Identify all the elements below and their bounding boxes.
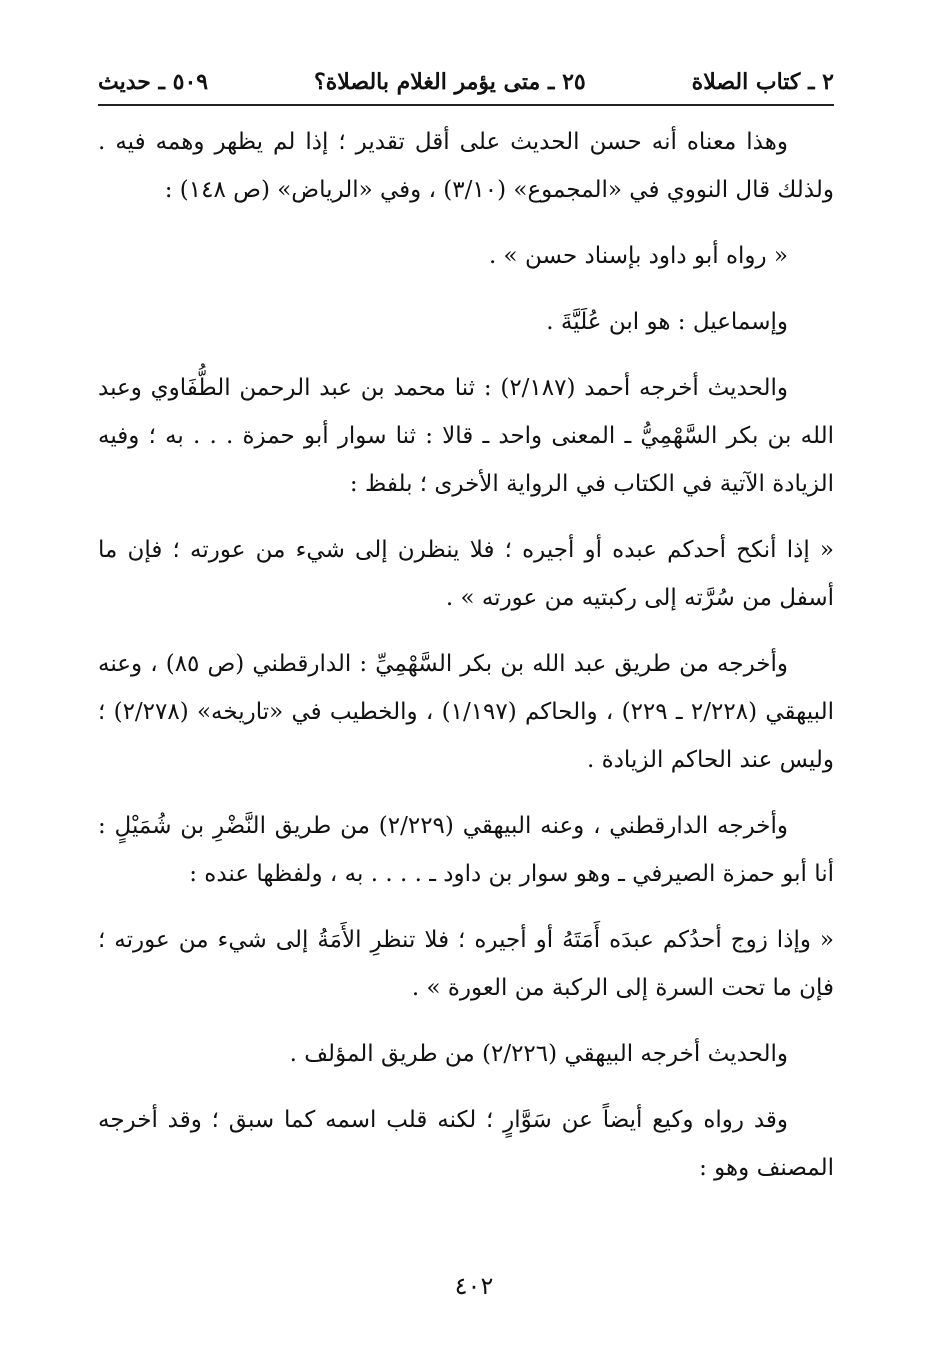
- paragraph: وهذا معناه أنه حسن الحديث على أقل تقدير ؛ إذا لم يظهر وهمه فيه . ولذلك قال النووي في «المجموع» (٣/١٠) ، وفي «الرياض» (ص ١٤٨) :: [98, 129, 834, 203]
- header-rule: [98, 104, 834, 106]
- quoted-hadith: « وإذا زوج أحدُكم عبدَه أَمَتَهُ أو أجيره ؛ فلا تنظرِ الأَمَةُ إلى شيء من عورته ؛ فإن ما تحت السرة إلى الركبة من العورة » .: [98, 927, 834, 1001]
- paragraph: « رواه أبو داود بإسناد حسن » .: [488, 243, 788, 269]
- paragraph: وإسماعيل : هو ابن عُلَيَّةَ .: [546, 309, 788, 335]
- running-header: [98, 62, 834, 102]
- quoted-hadith: « إذا أنكح أحدكم عبده أو أجيره ؛ فلا ينظرن إلى شيء من عورته ؛ فإن ما أسفل من سُرَّته إلى ركبتيه من عورته » .: [98, 537, 834, 611]
- paragraph: وقد رواه وكيع أيضاً عن سَوَّارٍ ؛ لكنه قلب اسمه كما سبق ؛ وقد أخرجه المصنف وهو :: [98, 1107, 834, 1181]
- paragraph: والحديث أخرجه البيهقي (٢/٢٢٦) من طريق المؤلف .: [289, 1041, 788, 1067]
- header-book-title: ٢ ـ كتاب الصلاة: [691, 69, 834, 95]
- paragraph: وأخرجه من طريق عبد الله بن بكر السَّهْمِيِّ : الدارقطني (ص ٨٥) ، وعنه البيهقي (٢/٢٢٨ ـ ٢٢٩) ، والحاكم (١/١٩٧) ، والخطيب في «تاريخه» (٢/٢٧٨) ؛ وليس عند الحاكم الزيادة .: [98, 651, 835, 773]
- paragraph: والحديث أخرجه أحمد (٢/١٨٧) : ثنا محمد بن عبد الرحمن الطُّفَاوي وعبد الله بن بكر السَّهْمِيُّ ـ المعنى واحد ـ قالا : ثنا سوار أبو حمزة . . . به ؛ وفيه الزيادة الآتية في الكتاب في الرواية الأخرى ؛ بلفظ :: [98, 375, 834, 497]
- header-chapter-title: ٢٥ ـ متى يؤمر الغلام بالصلاة؟: [314, 69, 586, 95]
- body-text: [98, 118, 834, 1210]
- page-number: ٤٠٢: [454, 1272, 494, 1300]
- header-hadith-number: ٥٠٩ ـ حديث: [98, 69, 209, 95]
- paragraph: وأخرجه الدارقطني ، وعنه البيهقي (٢/٢٢٩) من طريق النَّضْرِ بن شُمَيْلٍ : أنا أبو حمزة الصيرفي ـ وهو سوار بن داود ـ . . . . به ، ولفظها عنده :: [98, 813, 834, 887]
